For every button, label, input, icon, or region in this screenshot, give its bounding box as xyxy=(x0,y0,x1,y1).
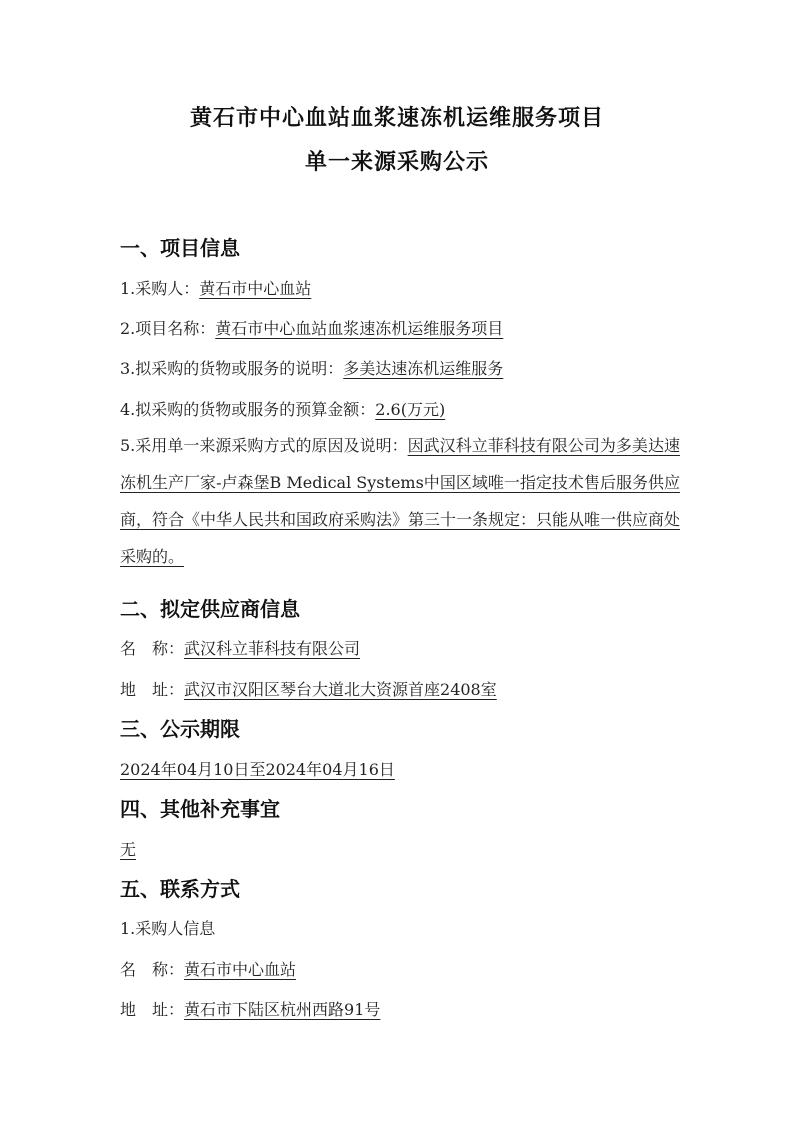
contact-address-label: 地 址： xyxy=(120,1000,185,1019)
reason-label: 5.采用单一来源采购方式的原因及说明： xyxy=(120,436,408,455)
purchaser-label: 1.采购人： xyxy=(120,279,200,298)
supplier-name-label: 名 称： xyxy=(120,639,185,658)
other-matters-value: 无 xyxy=(120,840,137,859)
budget-value: 2.6(万元) xyxy=(375,400,446,419)
purchaser-info-subheading: 1.采购人信息 xyxy=(120,919,216,938)
contact-address-line xyxy=(120,997,380,1020)
section-heading-other-matters: 四、其他补充事宜 xyxy=(120,797,280,821)
announcement-period-value: 2024年04月10日至2024年04月16日 xyxy=(120,760,395,779)
supplier-address-value: 武汉市汉阳区琴台大道北大资源首座2408室 xyxy=(184,680,497,699)
document-title-line2: 单一来源采购公示 xyxy=(304,150,489,175)
project-name-line xyxy=(120,316,503,339)
reason-value: 因武汉科立菲科技有限公司为多美达速冻机生产厂家-卢森堡B Medical Systems中国区域唯一指定技术售后服务供应商，符合《中华人民共和国政府采购法》第三十一条规定：只能从唯一供应商处采购的。 xyxy=(120,436,681,566)
budget-line xyxy=(120,397,445,420)
budget-label: 4.拟采购的货物或服务的预算金额： xyxy=(120,400,376,419)
document-title-line1: 黄石市中心血站血浆速冻机运维服务项目 xyxy=(189,106,604,131)
reason-paragraph xyxy=(120,427,680,575)
supplier-name-line xyxy=(120,636,360,659)
contact-name-label: 名 称： xyxy=(120,960,185,979)
contact-name-line xyxy=(120,957,322,980)
project-name-label: 2.项目名称： xyxy=(120,319,216,338)
supplier-address-line xyxy=(120,677,497,700)
supplier-name-value: 武汉科立菲科技有限公司 xyxy=(184,639,361,658)
section-heading-project-info: 一、项目信息 xyxy=(120,236,240,260)
other-matters-line xyxy=(120,837,136,860)
supplier-address-label: 地 址： xyxy=(120,680,185,699)
purchaser-value: 黄石市中心血站 xyxy=(199,279,312,298)
project-name-value: 黄石市中心血站血浆速冻机运维服务项目 xyxy=(215,319,504,338)
goods-description-line xyxy=(120,356,503,379)
contact-address-value: 黄石市下陆区杭州西路91号 xyxy=(184,1000,381,1019)
goods-description-label: 3.拟采购的货物或服务的说明： xyxy=(120,359,344,378)
section-heading-contact: 五、联系方式 xyxy=(120,877,240,901)
announcement-period-line xyxy=(120,757,395,780)
goods-description-value: 多美达速冻机运维服务 xyxy=(343,359,504,378)
purchaser-line xyxy=(120,276,311,299)
section-heading-supplier-info: 二、拟定供应商信息 xyxy=(120,597,300,621)
section-heading-announcement-period: 三、公示期限 xyxy=(120,717,240,741)
contact-name-value: 黄石市中心血站 xyxy=(184,960,297,979)
